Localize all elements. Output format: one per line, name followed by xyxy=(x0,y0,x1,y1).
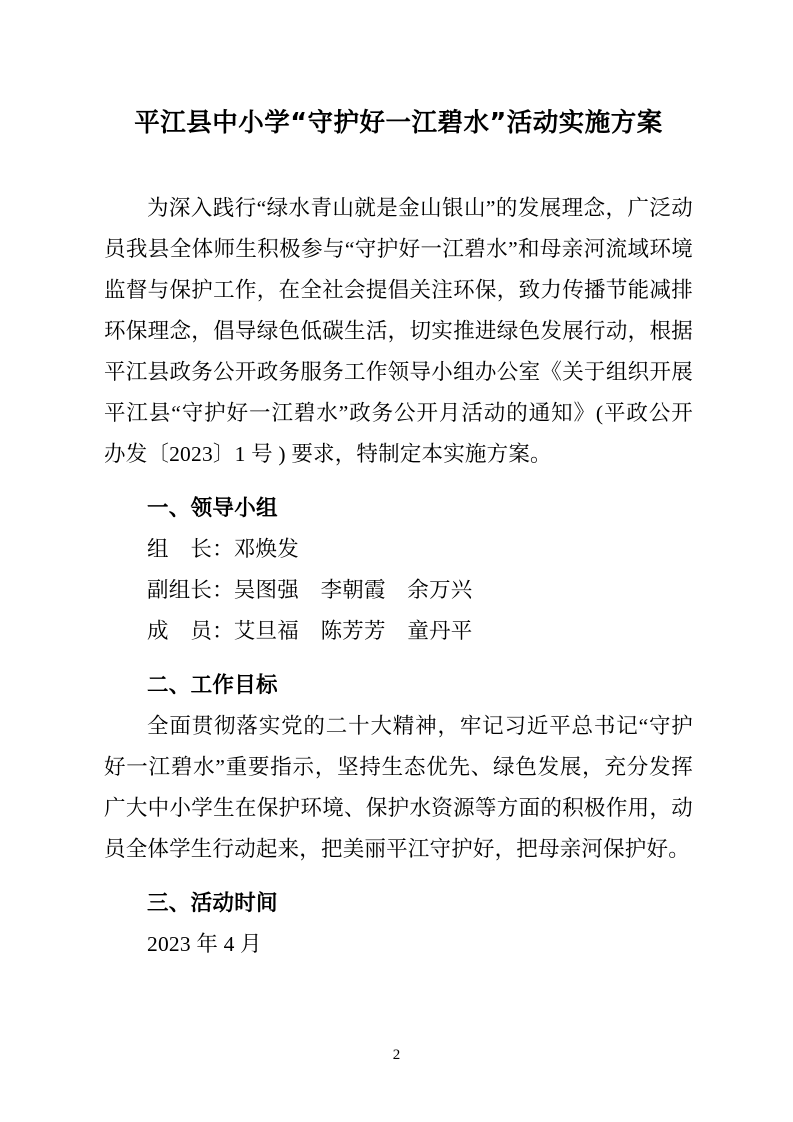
roster-line-leader: 组 长：邓焕发 xyxy=(147,536,299,561)
page-title: 平江县中小学“守护好一江碧水”活动实施方案 xyxy=(134,108,663,138)
section-heading-leadership: 一、领导小组 xyxy=(147,495,278,521)
document-body xyxy=(104,188,693,965)
intro-paragraph: 为深入践行“绿水青山就是金山银山”的发展理念，广泛动员我县全体师生积极参与“守护好一江碧水”和母亲河流域环境监督与保护工作，在全社会提倡关注环保，致力传播节能减排环保理念，倡导绿色低碳生活，切实推进绿色发展行动，根据平江县政务公开政务服务工作领导小组办公室《关于组织开展平江县“守护好一江碧水”政务公开月活动的通知》(平政公开办发〔2023〕1 号 ) 要求，特制定本实施方案。 xyxy=(104,195,693,466)
page-number: 2 xyxy=(392,1047,401,1063)
section-heading-time: 三、活动时间 xyxy=(147,890,278,916)
activity-time-text: 2023 年 4 月 xyxy=(147,931,262,956)
section-heading-goals: 二、工作目标 xyxy=(147,672,278,698)
goals-paragraph: 全面贯彻落实党的二十大精神，牢记习近平总书记“守护好一江碧水”重要指示，坚持生态优先、绿色发展，充分发挥广大中小学生在保护环境、保护水资源等方面的积极作用，动员全体学生行动起来，把美丽平江守护好，把母亲河保护好。 xyxy=(104,713,693,861)
roster-line-members: 成 员：艾旦福 陈芳芳 童丹平 xyxy=(147,618,473,643)
roster-line-deputy-leaders: 副组长：吴图强 李朝霞 余万兴 xyxy=(147,577,473,602)
